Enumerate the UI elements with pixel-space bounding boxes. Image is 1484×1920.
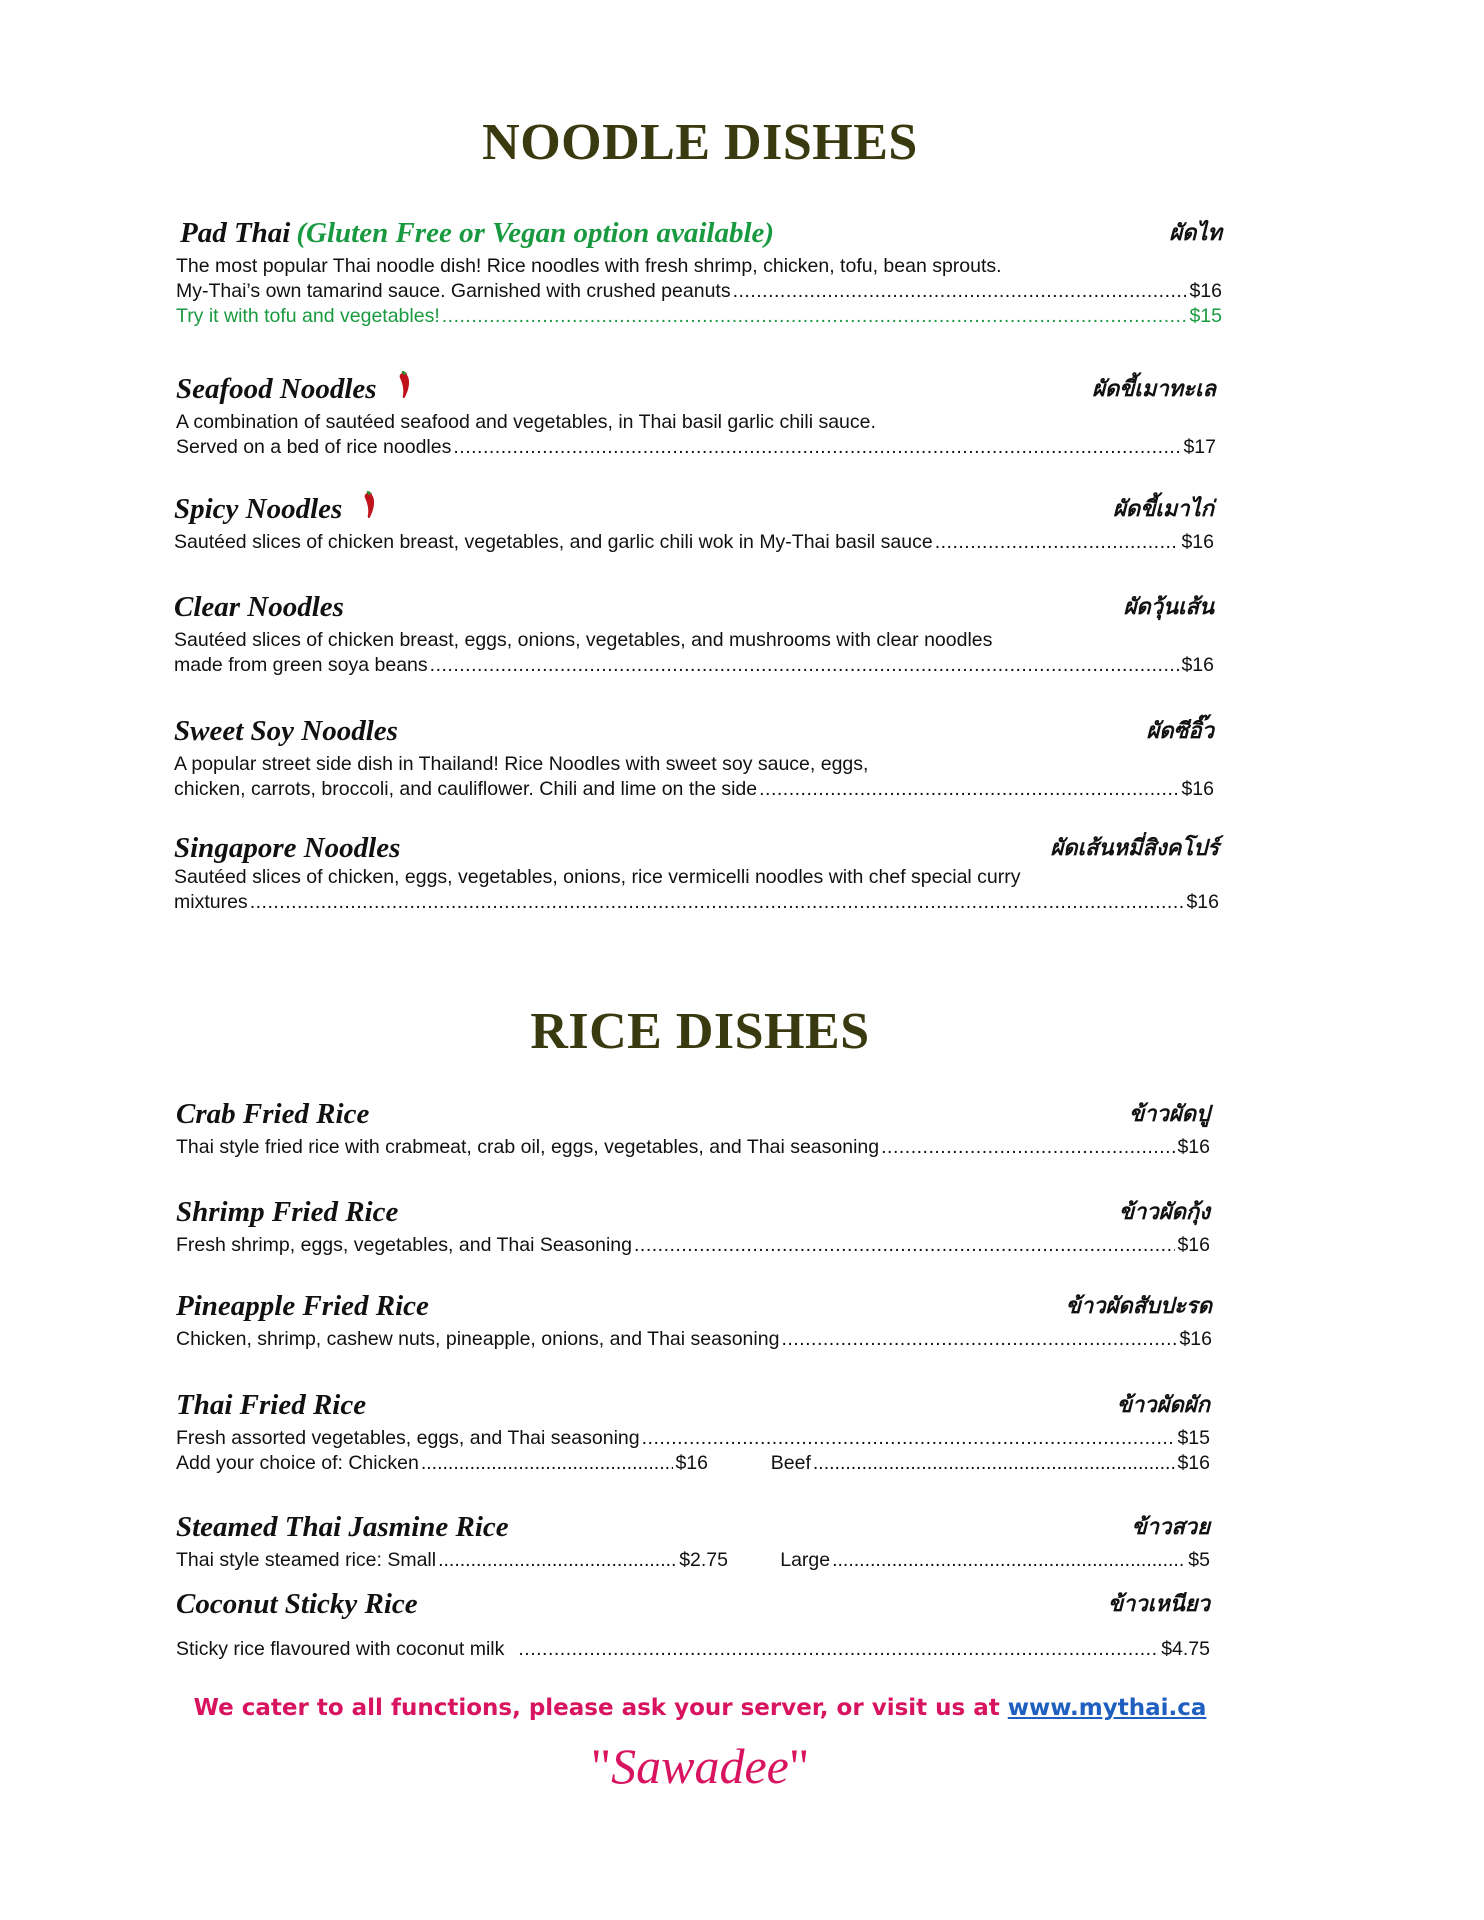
chili-pepper-icon [360, 490, 378, 520]
dish-description: A combination of sautéed seafood and vegetables, in Thai basil garlic chili sauce. [176, 411, 876, 433]
alt-price: $15 [1189, 305, 1222, 327]
dish-description: Fresh shrimp, eggs, vegetables, and Thai Seasoning [176, 1234, 632, 1256]
beef-price: $16 [1177, 1452, 1210, 1474]
dish-name: Steamed Thai Jasmine Rice [176, 1511, 509, 1543]
thai-name: ข้าวผัดผัก [1116, 1392, 1210, 1418]
thai-name: ข้าวเหนียว [1107, 1591, 1210, 1617]
dish-description: Sticky rice flavoured with coconut milk [176, 1638, 505, 1660]
catering-note [0, 1695, 1400, 1721]
greeting-text: Sawadee [611, 1738, 789, 1794]
choice-label: Add your choice of: Chicken [176, 1452, 419, 1474]
small-price: $2.75 [679, 1549, 728, 1571]
thai-name: ผัดขี้เมาทะเล [1092, 376, 1216, 402]
alt-option-text: Try it with tofu and vegetables! [176, 305, 440, 327]
menu-item-shrimp-fried-rice [176, 1193, 1210, 1258]
dot-leader [935, 530, 1180, 555]
quote-open: " [590, 1738, 612, 1794]
beef-label: Beef [770, 1452, 811, 1474]
thai-name: ผัดซีอิ๊ว [1146, 718, 1214, 744]
price-line [174, 530, 1214, 555]
menu-item-pad-thai [176, 214, 1222, 329]
dish-price: $16 [1179, 1328, 1212, 1350]
noodle-section-title: NOODLE DISHES [482, 114, 918, 171]
rice-section-title: RICE DISHES [530, 1003, 870, 1060]
quote-close: " [788, 1738, 810, 1794]
price-line [176, 1135, 1210, 1160]
dish-price: $16 [1181, 654, 1214, 676]
price-line [176, 279, 1222, 304]
dish-name: Pineapple Fried Rice [176, 1290, 429, 1322]
menu-item-coconut-sticky-rice [176, 1585, 1210, 1662]
small-label: Thai style steamed rice: Small [176, 1549, 437, 1571]
chili-pepper-icon [395, 370, 413, 400]
thai-name: ข้าวผัดปู [1129, 1101, 1210, 1127]
thai-name: ข้าวผัดสับปะรด [1065, 1293, 1212, 1319]
dish-name: Shrimp Fried Rice [176, 1196, 399, 1228]
dot-leader [250, 890, 1185, 915]
price-line [176, 1233, 1210, 1258]
dot-leader [733, 279, 1188, 304]
menu-item-singapore-noodles [174, 829, 1219, 915]
dish-description: My-Thai’s own tamarind sauce. Garnished with crushed peanuts [176, 280, 731, 302]
dish-price: $4.75 [1161, 1638, 1210, 1660]
dish-description: Thai style fried rice with crabmeat, crab oil, eggs, vegetables, and Thai seasoning [176, 1136, 880, 1158]
menu-item-crab-fried-rice [176, 1095, 1210, 1160]
dish-price: $17 [1183, 436, 1216, 458]
dot-leader [832, 1548, 1186, 1573]
dot-leader [881, 1135, 1175, 1160]
dish-description: Fresh assorted vegetables, eggs, and Thai seasoning [176, 1427, 640, 1449]
dish-price: $15 [1177, 1427, 1210, 1449]
price-line [176, 1327, 1212, 1352]
large-price: $5 [1188, 1549, 1210, 1571]
catering-text: We cater to all functions, please ask your server, or visit us at [193, 1695, 1000, 1721]
dish-name: Coconut Sticky Rice [176, 1588, 418, 1620]
thai-name: ผัดไท [1169, 220, 1222, 246]
thai-name: ผัดเส้นหมี่สิงคโปร์ [1050, 835, 1219, 861]
price-line [174, 890, 1219, 915]
dish-description: chicken, carrots, broccoli, and cauliflower. Chili and lime on the side [174, 778, 758, 800]
alt-price-line [176, 304, 1222, 329]
size-price-line [176, 1548, 1210, 1573]
menu-item-seafood-noodles [176, 370, 1216, 460]
dot-leader [634, 1233, 1175, 1258]
website-link[interactable]: www.mythai.ca [1007, 1695, 1207, 1721]
dot-leader [430, 653, 1180, 678]
dish-price: $16 [1186, 891, 1219, 913]
dish-description: The most popular Thai noodle dish! Rice noodles with fresh shrimp, chicken, tofu, bean sprouts. [176, 255, 1002, 277]
greeting-signature [0, 1737, 1400, 1795]
thai-name: ข้าวผัดกุ้ง [1119, 1199, 1210, 1225]
price-line [176, 1426, 1210, 1451]
thai-name: ข้าวสวย [1131, 1514, 1210, 1540]
menu-item-pineapple-fried-rice [176, 1287, 1212, 1352]
menu-item-thai-fried-rice [176, 1386, 1210, 1476]
dish-description: Sautéed slices of chicken, eggs, vegetables, onions, rice vermicelli noodles with chef special curry [174, 866, 1021, 888]
dot-leader [438, 1548, 677, 1573]
dish-price: $16 [1181, 531, 1214, 553]
price-line [176, 1637, 1210, 1662]
dish-name: Sweet Soy Noodles [174, 715, 398, 747]
dish-name: Spicy Noodles [174, 493, 343, 525]
dish-price: $16 [1177, 1234, 1210, 1256]
dish-price: $16 [1177, 1136, 1210, 1158]
thai-name: ผัดขี้เมาไก่ [1113, 496, 1214, 522]
dish-note: (Gluten Free or Vegan option available) [296, 217, 775, 249]
dish-name: Pad Thai [180, 217, 291, 249]
menu-item-clear-noodles [174, 588, 1214, 678]
dish-name: Seafood Noodles [176, 373, 377, 405]
dish-name: Thai Fried Rice [176, 1389, 367, 1421]
dish-description: Served on a bed of rice noodles [176, 436, 452, 458]
thai-name: ผัดวุ้นเส้น [1123, 594, 1214, 620]
dot-leader [518, 1637, 1159, 1662]
price-line [176, 435, 1216, 460]
dish-name: Clear Noodles [174, 591, 344, 623]
dot-leader [813, 1451, 1176, 1476]
dot-leader [781, 1327, 1177, 1352]
dot-leader [421, 1451, 674, 1476]
dish-price: $16 [1181, 778, 1214, 800]
dish-description: mixtures [174, 891, 248, 913]
price-line [174, 653, 1214, 678]
menu-item-sweet-soy-noodles [174, 712, 1214, 802]
add-choice-line [176, 1451, 1210, 1476]
dish-description: Sautéed slices of chicken breast, vegetables, and garlic chili wok in My-Thai basil sauce [174, 531, 933, 553]
dish-name: Singapore Noodles [174, 832, 401, 864]
dish-description: Chicken, shrimp, cashew nuts, pineapple, onions, and Thai seasoning [176, 1328, 780, 1350]
menu-item-spicy-noodles [174, 490, 1214, 555]
dot-leader [759, 777, 1179, 802]
dot-leader [442, 304, 1188, 329]
dish-description: made from green soya beans [174, 654, 428, 676]
dish-name: Crab Fried Rice [176, 1098, 370, 1130]
price-line [174, 777, 1214, 802]
dish-description: Sautéed slices of chicken breast, eggs, onions, vegetables, and mushrooms with clear noodles [174, 629, 993, 651]
choice-price: $16 [675, 1452, 708, 1474]
menu-item-jasmine-rice [176, 1508, 1210, 1573]
dot-leader [453, 435, 1181, 460]
dish-price: $16 [1189, 280, 1222, 302]
dot-leader [642, 1426, 1176, 1451]
large-label: Large [780, 1549, 831, 1571]
dish-description: A popular street side dish in Thailand! Rice Noodles with sweet soy sauce, eggs, [174, 753, 869, 775]
